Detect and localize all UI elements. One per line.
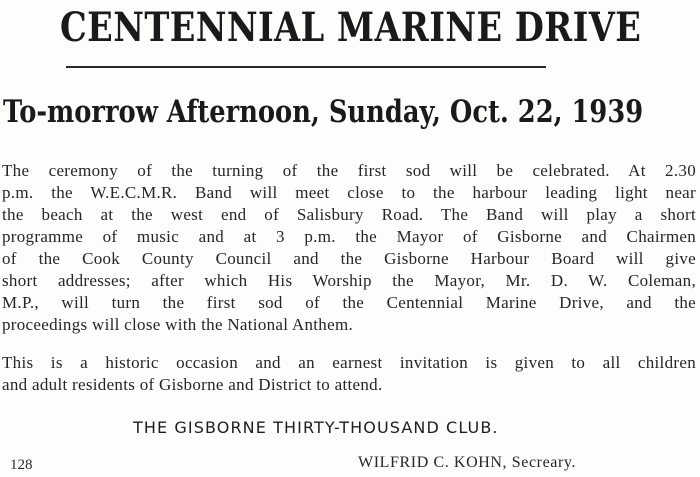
- headline: CENTENNIAL MARINE DRIVE: [60, 4, 642, 51]
- headline-rule: [66, 66, 546, 68]
- club-name: THE GISBORNE THIRTY-THOUSAND CLUB.: [133, 418, 499, 437]
- secretary-signature: WILFRID C. KOHN, Secreary.: [358, 454, 577, 471]
- paragraph-line: M.P., will turn the first sod of the Centennial Marine Drive, and the: [2, 293, 696, 312]
- announcement-paragraph: [2, 160, 696, 336]
- date-line: To-morrow Afternoon, Sunday, Oct. 22, 1939: [3, 94, 644, 130]
- paragraph-line: p.m. the W.E.C.M.R. Band will meet close to the harbour leading light near: [2, 183, 696, 202]
- paragraph-line: and adult residents of Gisborne and District to attend.: [2, 375, 383, 394]
- paragraph-line: proceedings will close with the National Anthem.: [2, 315, 354, 334]
- paragraph-line: of the Cook County Council and the Gisborne Harbour Board will give: [2, 249, 696, 268]
- paragraph-line: This is a historic occasion and an earnest invitation is given to all children: [2, 353, 696, 372]
- paragraph-line: the beach at the west end of Salisbury Road. The Band will play a short: [2, 205, 696, 224]
- page-number: 128: [10, 457, 33, 473]
- paragraph-line: short addresses; after which His Worship the Mayor, Mr. D. W. Coleman,: [2, 271, 696, 290]
- paragraph-line: programme of music and at 3 p.m. the Mayor of Gisborne and Chairmen: [2, 227, 696, 246]
- paragraph-line: The ceremony of the turning of the first sod will be celebrated. At 2.30: [2, 161, 696, 180]
- invitation-paragraph: [2, 352, 696, 396]
